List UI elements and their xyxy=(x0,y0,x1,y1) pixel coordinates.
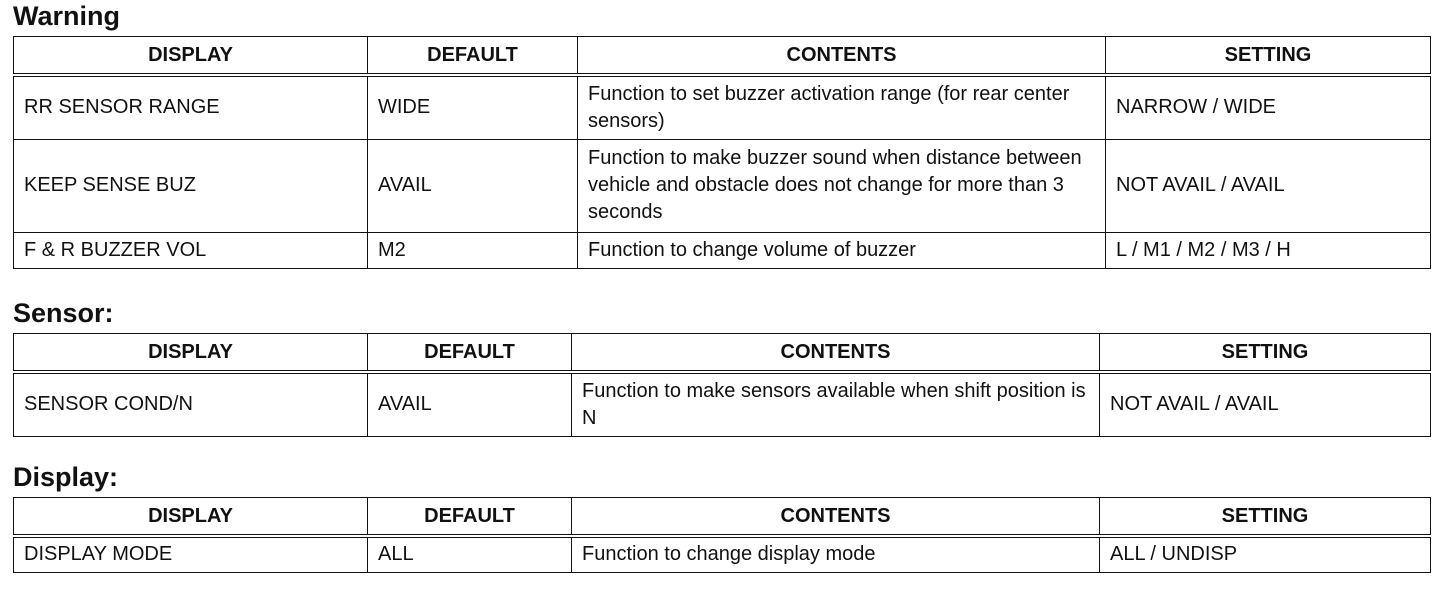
default-cell: AVAIL xyxy=(368,372,572,436)
table-header-row xyxy=(14,498,1431,537)
sensor-section-title: Sensor: xyxy=(13,298,114,328)
display-section-title: Display: xyxy=(13,462,119,492)
setting-cell: ALL / UNDISP xyxy=(1100,536,1431,572)
contents-cell: Function to change volume of buzzer xyxy=(578,232,1106,268)
display-cell: F & R BUZZER VOL xyxy=(14,232,368,268)
setting-cell: NOT AVAIL / AVAIL xyxy=(1100,372,1431,436)
column-header-contents: CONTENTS xyxy=(572,334,1100,373)
default-cell: ALL xyxy=(368,536,572,572)
display-settings-table xyxy=(13,497,1431,573)
column-header-setting: SETTING xyxy=(1100,498,1431,537)
default-cell: AVAIL xyxy=(368,139,578,232)
display-cell: DISPLAY MODE xyxy=(14,536,368,572)
sensor-settings-table xyxy=(13,333,1431,437)
display-cell: SENSOR COND/N xyxy=(14,372,368,436)
warning-settings-table xyxy=(13,36,1431,269)
contents-cell: Function to change display mode xyxy=(572,536,1100,572)
setting-cell: NOT AVAIL / AVAIL xyxy=(1106,139,1431,232)
column-header-display: DISPLAY xyxy=(14,37,368,76)
column-header-display: DISPLAY xyxy=(14,334,368,373)
warning-section-title: Warning xyxy=(13,1,120,31)
column-header-default: DEFAULT xyxy=(368,37,578,76)
display-cell: RR SENSOR RANGE xyxy=(14,75,368,139)
table-row xyxy=(14,139,1431,232)
contents-cell: Function to make sensors available when shift position is N xyxy=(572,372,1100,436)
column-header-default: DEFAULT xyxy=(368,334,572,373)
display-cell: KEEP SENSE BUZ xyxy=(14,139,368,232)
contents-cell: Function to set buzzer activation range (for rear center sensors) xyxy=(578,75,1106,139)
column-header-contents: CONTENTS xyxy=(572,498,1100,537)
table-row xyxy=(14,372,1431,436)
setting-cell: NARROW / WIDE xyxy=(1106,75,1431,139)
default-cell: WIDE xyxy=(368,75,578,139)
column-header-setting: SETTING xyxy=(1106,37,1431,76)
column-header-contents: CONTENTS xyxy=(578,37,1106,76)
table-header-row xyxy=(14,334,1431,373)
column-header-setting: SETTING xyxy=(1100,334,1431,373)
table-row xyxy=(14,536,1431,572)
table-header-row xyxy=(14,37,1431,76)
setting-cell: L / M1 / M2 / M3 / H xyxy=(1106,232,1431,268)
default-cell: M2 xyxy=(368,232,578,268)
column-header-default: DEFAULT xyxy=(368,498,572,537)
contents-cell: Function to make buzzer sound when distance between vehicle and obstacle does not change for more than 3 seconds xyxy=(578,139,1106,232)
table-row xyxy=(14,75,1431,139)
table-row xyxy=(14,232,1431,268)
column-header-display: DISPLAY xyxy=(14,498,368,537)
